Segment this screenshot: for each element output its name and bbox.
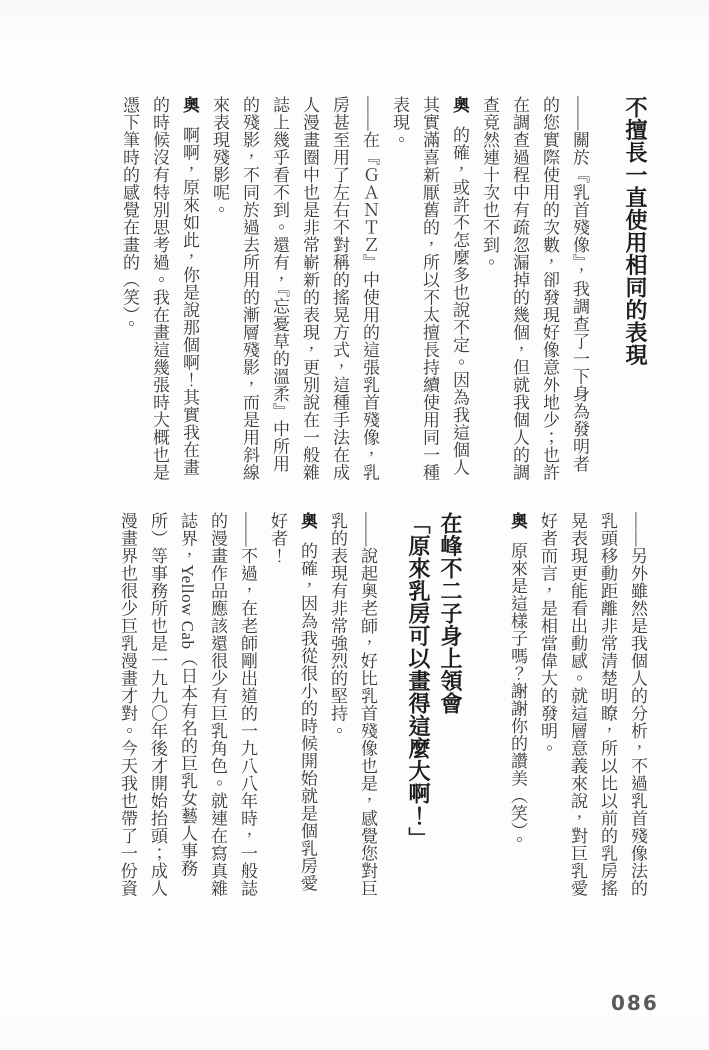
section-heading-line2: 「原來乳房可以畫得這麼大啊！」 (406, 512, 431, 850)
section-heading-mid (402, 512, 466, 900)
section-heading-top: 不擅長一直使用相同的表現 (623, 96, 648, 366)
answer-text: 原來是這樣子嗎？謝謝你的讚美（笑）。 (508, 542, 527, 849)
speaker-label: 奧 (298, 512, 317, 530)
speaker-answer (262, 512, 322, 900)
interviewer-question: ——另外雖然是我個人的分析，不過乳首殘像法的乳頭移動距離非常清楚明瞭，所以比以前的乳房搖晃表現更能看出動感。就這層意義來說，對巨乳愛好者而言，是相當偉大的發明。 (538, 512, 647, 897)
interviewer-question: ——不過，在老師剛出道的一九八八年時，一般誌的漫畫作品應該還很少有巨乳角色。就連在寫真雜誌界，Yellow Cab（日本有名的巨乳女藝人事務所）等事務所也是一九九〇年後才開始抬頭；成人漫畫界也很少巨乳漫畫才對。今天我也帶了一份資 (118, 512, 257, 897)
answer-text: 的確，或許不怎麼多也說不定。因為我這個人其實滿喜新厭舊的，所以不太擅長持續使用同一種表現。 (390, 96, 469, 481)
speaker-answer (114, 96, 204, 484)
interviewer-question: ——關於『乳首殘像』，我調查了一下身為發明者的您實際使用的次數，卻發現好像意外地少；也許在調查過程中有疏忽漏掉的幾個，但就我個人的調查竟然連十次也不到。 (480, 96, 589, 481)
speaker-answer (502, 512, 532, 900)
speaker-label: 奧 (180, 96, 199, 114)
section-bottom (112, 512, 652, 900)
interviewer-question: ——說起奧老師，好比乳首殘像也是，感覺您對巨乳的表現有非常強烈的堅持。 (328, 512, 377, 897)
speaker-label: 奧 (508, 512, 527, 530)
section-top (114, 96, 652, 484)
answer-text: 的確，因為我從很小的時候開始就是個乳房愛好者！ (268, 512, 317, 893)
interviewer-question: ——在『ＧＡＮＴＺ』中使用的這張乳首殘像，乳房甚至用了左右不對稱的搖晃方式，這種手法在成人漫畫圈中也是非常嶄新的表現，更別說在一般雜誌上幾乎看不到。還有，『忘憂草的溫柔』中所用的殘影，不同於過去所用的漸層殘影，而是用斜線來表現殘影呢。 (210, 96, 379, 481)
answer-text: 啊啊，原來如此，你是說那個啊！其實我在畫的時候沒有特別思考過。我在畫這幾張時大概也是憑下筆時的感覺在畫的（笑）。 (120, 96, 199, 481)
page-number: 086 (611, 991, 659, 1015)
speaker-label: 奧 (450, 96, 469, 114)
speaker-answer (384, 96, 474, 484)
section-heading-line1: 在峰不二子身上領會 (438, 512, 463, 715)
